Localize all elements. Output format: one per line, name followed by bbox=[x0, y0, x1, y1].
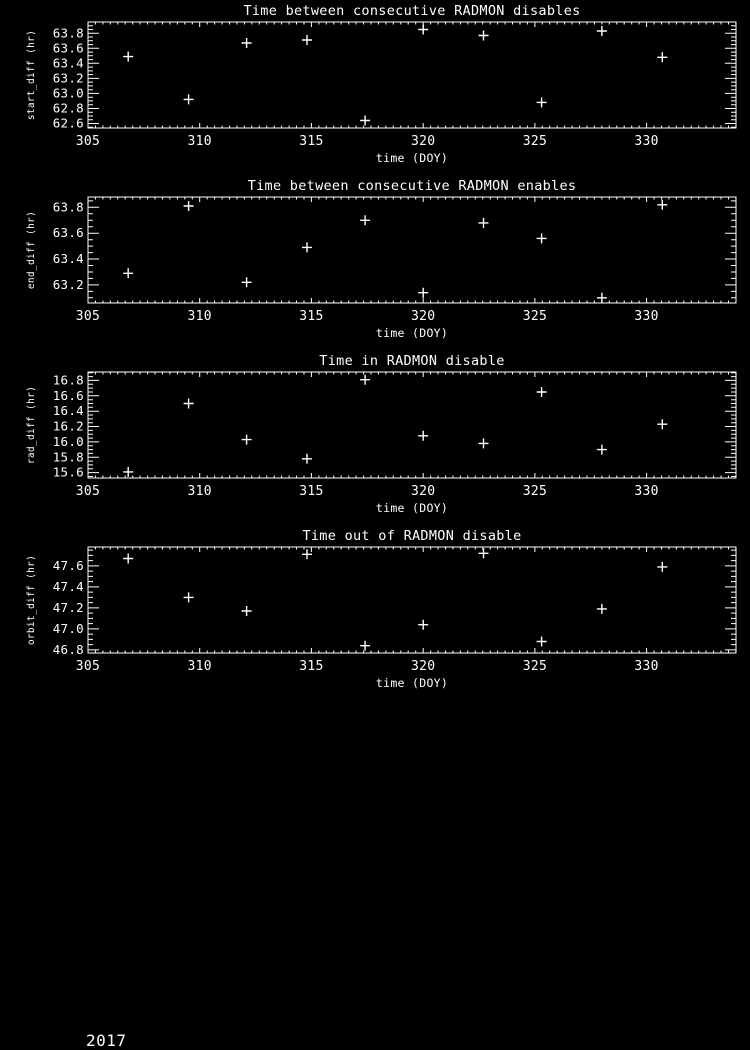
y-tick-label: 63.4 bbox=[52, 55, 84, 71]
y-tick-label: 46.8 bbox=[52, 641, 84, 657]
plot-title: Time out of RADMON disable bbox=[302, 528, 522, 544]
x-axis-label: time (DOY) bbox=[375, 151, 449, 165]
plot-title: Time between consecutive RADMON disables bbox=[243, 3, 581, 19]
x-tick-label: 310 bbox=[187, 484, 212, 499]
data-points bbox=[123, 375, 667, 477]
x-tick-label: 310 bbox=[187, 659, 212, 674]
plot-start-diff bbox=[0, 0, 750, 175]
x-tick-label: 320 bbox=[411, 659, 436, 674]
x-axis-label: time (DOY) bbox=[375, 676, 449, 690]
x-tick-label: 305 bbox=[75, 134, 101, 149]
y-tick-label: 47.4 bbox=[52, 578, 84, 594]
x-tick-label: 315 bbox=[299, 484, 324, 499]
x-tick-label: 310 bbox=[187, 134, 212, 149]
y-tick-label: 16.8 bbox=[52, 372, 84, 388]
y-tick-label: 63.6 bbox=[52, 225, 84, 241]
y-tick-label: 15.8 bbox=[52, 449, 84, 465]
x-tick-label: 325 bbox=[522, 134, 548, 149]
y-tick-label: 47.6 bbox=[52, 557, 84, 573]
x-tick-label: 325 bbox=[522, 309, 548, 324]
y-axis-label: rad_diff (hr) bbox=[26, 385, 37, 465]
y-tick-label: 47.0 bbox=[52, 620, 84, 636]
y-tick-label: 16.0 bbox=[52, 433, 84, 449]
scatter-plot-canvas bbox=[0, 175, 750, 350]
y-tick-label: 62.8 bbox=[52, 100, 84, 116]
scatter-plot-canvas bbox=[0, 350, 750, 525]
x-tick-label: 320 bbox=[411, 134, 436, 149]
x-tick-label: 330 bbox=[634, 309, 659, 324]
y-tick-label: 16.4 bbox=[52, 403, 84, 419]
y-tick-label: 62.6 bbox=[52, 115, 84, 131]
y-axis-label: end_diff (hr) bbox=[26, 210, 37, 290]
x-axis-label: time (DOY) bbox=[375, 501, 449, 515]
y-axis-label: start_diff (hr) bbox=[26, 29, 37, 121]
data-points bbox=[123, 25, 667, 126]
x-tick-label: 305 bbox=[75, 659, 101, 674]
plot-title: Time between consecutive RADMON enables bbox=[247, 178, 577, 194]
x-tick-label: 325 bbox=[522, 484, 548, 499]
year-label: 2017 bbox=[86, 1031, 127, 1050]
y-tick-label: 63.0 bbox=[52, 85, 84, 101]
y-tick-label: 63.4 bbox=[52, 251, 84, 266]
x-tick-label: 310 bbox=[187, 309, 212, 324]
x-tick-label: 320 bbox=[411, 309, 436, 324]
y-tick-label: 47.2 bbox=[52, 599, 84, 615]
axes-frame bbox=[88, 547, 736, 653]
x-tick-label: 330 bbox=[634, 659, 659, 674]
scatter-plot-canvas bbox=[0, 0, 750, 175]
y-axis-label: orbit_diff (hr) bbox=[26, 554, 37, 646]
data-points bbox=[123, 200, 667, 303]
axis-ticks bbox=[88, 372, 736, 478]
y-tick-label: 63.6 bbox=[52, 40, 84, 56]
data-points bbox=[123, 548, 667, 650]
axes-frame bbox=[88, 197, 736, 303]
plot-rad-diff bbox=[0, 350, 750, 525]
y-tick-label: 16.6 bbox=[52, 387, 84, 403]
y-tick-label: 63.8 bbox=[52, 25, 84, 41]
y-tick-label: 15.6 bbox=[52, 464, 84, 480]
axis-ticks bbox=[88, 197, 736, 303]
y-tick-label: 63.2 bbox=[52, 276, 84, 292]
x-tick-label: 325 bbox=[522, 659, 548, 674]
x-tick-label: 305 bbox=[75, 309, 101, 324]
x-tick-label: 315 bbox=[299, 309, 324, 324]
y-tick-label: 16.2 bbox=[52, 418, 84, 434]
axis-ticks bbox=[88, 547, 736, 653]
axes-frame bbox=[88, 372, 736, 478]
scatter-plot-canvas bbox=[0, 525, 750, 700]
plot-title: Time in RADMON disable bbox=[319, 353, 505, 369]
y-tick-label: 63.2 bbox=[52, 70, 84, 86]
x-tick-label: 330 bbox=[634, 134, 659, 149]
x-tick-label: 315 bbox=[299, 134, 324, 149]
x-tick-label: 320 bbox=[411, 484, 436, 499]
x-axis-label: time (DOY) bbox=[375, 326, 449, 340]
plot-end-diff bbox=[0, 175, 750, 350]
axes-frame bbox=[88, 22, 736, 128]
x-tick-label: 315 bbox=[299, 659, 324, 674]
x-tick-label: 305 bbox=[75, 484, 101, 499]
plot-orbit-diff bbox=[0, 525, 750, 700]
x-tick-label: 330 bbox=[634, 484, 659, 499]
y-tick-label: 63.8 bbox=[52, 199, 84, 215]
axis-ticks bbox=[88, 22, 736, 128]
